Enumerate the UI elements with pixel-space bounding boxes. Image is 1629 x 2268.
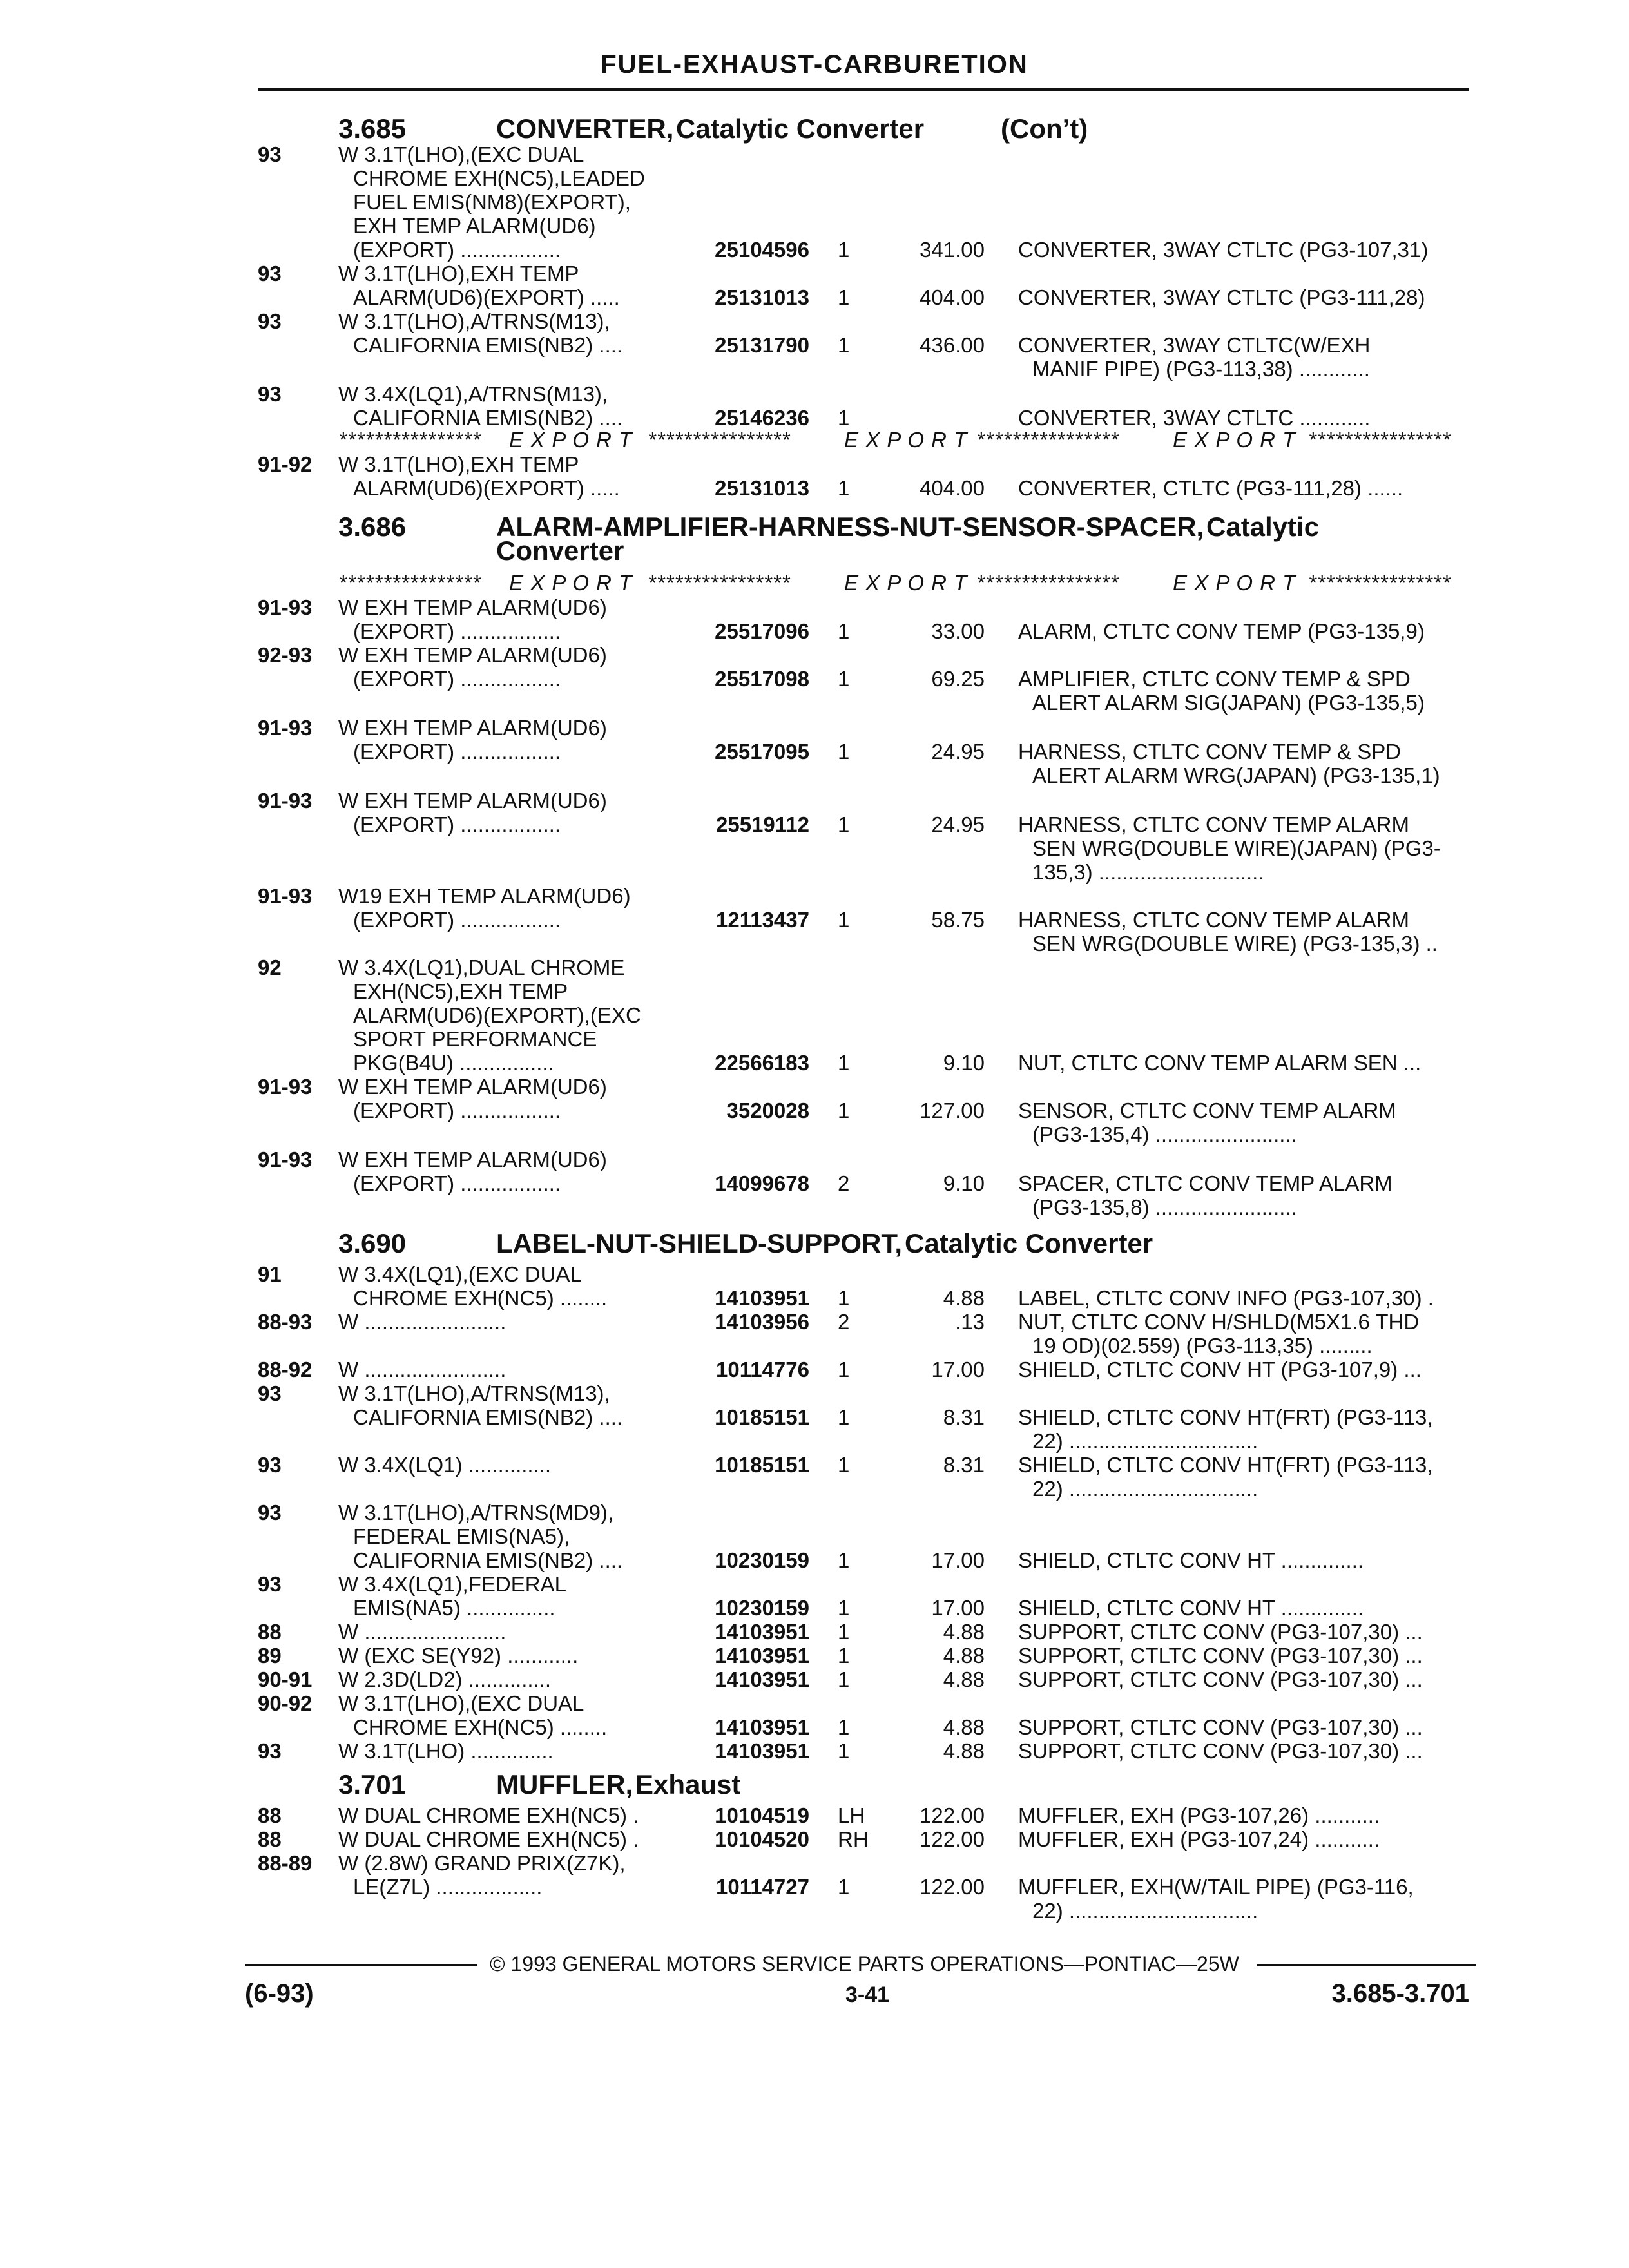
export-label: E X P O R T (844, 428, 968, 452)
part-description: SEN WRG(DOUBLE WIRE) (PG3-135,3) .. (1032, 932, 1438, 956)
part-description: NUT, CTLTC CONV TEMP ALARM SEN ... (1018, 1051, 1422, 1075)
part-description: SEN WRG(DOUBLE WIRE)(JAPAN) (PG3- (1032, 836, 1441, 860)
usage-description: ALARM(UD6)(EXPORT) ..... (353, 476, 620, 500)
quantity: 1 (838, 1875, 850, 1899)
model-year: 91 (258, 1262, 282, 1286)
usage-description: W 3.4X(LQ1),FEDERAL (338, 1572, 566, 1596)
model-year: 88-92 (258, 1358, 313, 1381)
usage-description: W 3.1T(LHO),EXH TEMP (338, 262, 579, 285)
quantity: 1 (838, 406, 850, 430)
section-subtitle: Catalytic Converter (905, 1228, 1153, 1258)
part-description: 135,3) ............................ (1032, 860, 1264, 884)
part-description: SPACER, CTLTC CONV TEMP ALARM (1018, 1171, 1393, 1195)
usage-description: (EXPORT) ................. (353, 740, 561, 764)
usage-description: (EXPORT) ................. (353, 619, 561, 643)
quantity: 2 (838, 1171, 850, 1195)
part-number: 10104520 (715, 1827, 809, 1851)
part-description: SHIELD, CTLTC CONV HT(FRT) (PG3-113, (1018, 1405, 1433, 1429)
section-title-continued: Converter (496, 535, 624, 566)
quantity: 1 (838, 1667, 850, 1691)
usage-description: W EXH TEMP ALARM(UD6) (338, 716, 607, 740)
part-description: HARNESS, CTLTC CONV TEMP ALARM (1018, 812, 1409, 836)
model-year: 90-92 (258, 1691, 313, 1715)
model-year: 93 (258, 1572, 282, 1596)
model-year: 91-93 (258, 595, 313, 619)
model-year: 88-89 (258, 1851, 313, 1875)
part-description: SUPPORT, CTLTC CONV (PG3-107,30) ... (1018, 1667, 1423, 1691)
footer-page-number: 3-41 (845, 1983, 890, 2007)
model-year: 90-91 (258, 1667, 313, 1691)
usage-description: (EXPORT) ................. (353, 1171, 561, 1195)
list-price: 127.00 (920, 1099, 985, 1122)
part-number: 3520028 (726, 1099, 809, 1122)
list-price: 4.88 (943, 1715, 985, 1739)
usage-description: CHROME EXH(NC5) ........ (353, 1286, 608, 1310)
part-description: 22) ................................ (1032, 1477, 1258, 1501)
section-number: 3.701 (338, 1769, 407, 1800)
export-divider-stars: **************** (1308, 428, 1451, 452)
model-year: 91-93 (258, 1148, 313, 1171)
export-label: E X P O R T (1173, 571, 1296, 595)
list-price: 4.88 (943, 1620, 985, 1644)
usage-description: ALARM(UD6)(EXPORT),(EXC (353, 1003, 641, 1027)
section-title: LABEL-NUT-SHIELD-SUPPORT, (496, 1228, 902, 1258)
quantity: 1 (838, 1051, 850, 1075)
part-description: HARNESS, CTLTC CONV TEMP & SPD (1018, 740, 1402, 764)
part-description: MANIF PIPE) (PG3-113,38) ............ (1032, 357, 1370, 381)
model-year: 93 (258, 1453, 282, 1477)
quantity: 1 (838, 333, 850, 357)
footer-copyright: © 1993 GENERAL MOTORS SERVICE PARTS OPERATIONS—PONTIAC—25W (490, 1952, 1239, 1975)
quantity: 1 (838, 238, 850, 262)
usage-description: (EXPORT) ................. (353, 667, 561, 691)
usage-description: EXH TEMP ALARM(UD6) (353, 214, 596, 238)
usage-description: CALIFORNIA EMIS(NB2) .... (353, 1548, 623, 1572)
usage-description: W 3.1T(LHO),(EXC DUAL (338, 1691, 584, 1715)
list-price: 4.88 (943, 1667, 985, 1691)
part-description: CONVERTER, 3WAY CTLTC (PG3-107,31) (1018, 238, 1429, 262)
export-divider-stars: **************** (338, 428, 481, 452)
model-year: 93 (258, 142, 282, 166)
usage-description: EXH(NC5),EXH TEMP (353, 979, 568, 1003)
part-description: HARNESS, CTLTC CONV TEMP ALARM (1018, 908, 1409, 932)
usage-description: W (EXC SE(Y92) ............ (338, 1644, 579, 1667)
usage-description: W DUAL CHROME EXH(NC5) . (338, 1803, 639, 1827)
model-year: 91-93 (258, 716, 313, 740)
part-description: SUPPORT, CTLTC CONV (PG3-107,30) ... (1018, 1620, 1423, 1644)
usage-description: W 3.1T(LHO),(EXC DUAL (338, 142, 584, 166)
part-number: 25517096 (715, 619, 809, 643)
export-label: E X P O R T (509, 428, 633, 452)
list-price: 436.00 (920, 333, 985, 357)
part-number: 25519112 (715, 812, 809, 836)
list-price: 8.31 (943, 1405, 985, 1429)
usage-description: W ........................ (338, 1620, 506, 1644)
usage-description: (EXPORT) ................. (353, 908, 561, 932)
model-year: 93 (258, 309, 282, 333)
export-label: E X P O R T (1173, 428, 1296, 452)
quantity: 1 (838, 1358, 850, 1381)
header-rule (258, 88, 1469, 91)
model-year: 92-93 (258, 643, 313, 667)
part-number: 25131790 (715, 333, 809, 357)
model-year: 88-93 (258, 1310, 313, 1334)
usage-description: W 3.1T(LHO),A/TRNS(MD9), (338, 1501, 614, 1524)
quantity: 1 (838, 908, 850, 932)
section-number: 3.685 (338, 113, 407, 144)
export-divider-stars: **************** (976, 571, 1119, 595)
export-label: E X P O R T (509, 571, 633, 595)
part-description: SUPPORT, CTLTC CONV (PG3-107,30) ... (1018, 1739, 1423, 1763)
footer-date: (6-93) (245, 1979, 314, 2008)
list-price: 341.00 (920, 238, 985, 262)
usage-description: CHROME EXH(NC5),LEADED (353, 166, 645, 190)
part-number: 10230159 (715, 1548, 809, 1572)
model-year: 91-93 (258, 789, 313, 812)
part-description: SUPPORT, CTLTC CONV (PG3-107,30) ... (1018, 1715, 1423, 1739)
part-description: (PG3-135,8) ........................ (1032, 1195, 1297, 1219)
quantity: RH (838, 1827, 869, 1851)
usage-description: EMIS(NA5) ............... (353, 1596, 555, 1620)
list-price: 4.88 (943, 1739, 985, 1763)
section-subtitle: Catalytic Converter (676, 113, 925, 144)
model-year: 91-93 (258, 884, 313, 908)
quantity: 1 (838, 1644, 850, 1667)
part-description: 22) ................................ (1032, 1429, 1258, 1453)
model-year: 88 (258, 1620, 282, 1644)
part-number: 14103956 (715, 1310, 809, 1334)
part-number: 25146236 (715, 406, 809, 430)
usage-description: W 3.4X(LQ1),A/TRNS(M13), (338, 382, 608, 406)
section-number: 3.690 (338, 1228, 407, 1258)
list-price: 404.00 (920, 476, 985, 500)
part-description: SHIELD, CTLTC CONV HT .............. (1018, 1596, 1364, 1620)
quantity: 1 (838, 476, 850, 500)
usage-description: (EXPORT) ................. (353, 1099, 561, 1122)
part-description: MUFFLER, EXH(W/TAIL PIPE) (PG3-116, (1018, 1875, 1414, 1899)
footer-section-range: 3.685-3.701 (1331, 1979, 1469, 2008)
section-subtitle: Exhaust (635, 1769, 741, 1800)
footer-rule-left (245, 1964, 477, 1966)
usage-description: ALARM(UD6)(EXPORT) ..... (353, 285, 620, 309)
usage-description: W EXH TEMP ALARM(UD6) (338, 1075, 607, 1099)
part-description: CONVERTER, CTLTC (PG3-111,28) ...... (1018, 476, 1403, 500)
part-number: 10230159 (715, 1596, 809, 1620)
part-number: 25517098 (715, 667, 809, 691)
footer-rule-right (1257, 1964, 1476, 1966)
usage-description: (EXPORT) ................. (353, 812, 561, 836)
list-price: 404.00 (920, 285, 985, 309)
usage-description: W EXH TEMP ALARM(UD6) (338, 789, 607, 812)
list-price: 33.00 (931, 619, 985, 643)
part-description: SUPPORT, CTLTC CONV (PG3-107,30) ... (1018, 1644, 1423, 1667)
export-divider-stars: **************** (976, 428, 1119, 452)
usage-description: W EXH TEMP ALARM(UD6) (338, 1148, 607, 1171)
quantity: LH (838, 1803, 865, 1827)
part-number: 14103951 (715, 1739, 809, 1763)
model-year: 92 (258, 956, 282, 979)
usage-description: W EXH TEMP ALARM(UD6) (338, 643, 607, 667)
usage-description: W 3.1T(LHO),EXH TEMP (338, 452, 579, 476)
usage-description: CALIFORNIA EMIS(NB2) .... (353, 1405, 623, 1429)
part-number: 25517095 (715, 740, 809, 764)
section-title: MUFFLER, (496, 1769, 633, 1800)
section-number: 3.686 (338, 512, 407, 542)
quantity: 1 (838, 1620, 850, 1644)
model-year: 88 (258, 1827, 282, 1851)
part-description: MUFFLER, EXH (PG3-107,26) ........... (1018, 1803, 1380, 1827)
part-number: 25131013 (715, 285, 809, 309)
part-number: 25131013 (715, 476, 809, 500)
quantity: 1 (838, 740, 850, 764)
part-number: 14103951 (715, 1644, 809, 1667)
quantity: 1 (838, 619, 850, 643)
list-price: 122.00 (920, 1827, 985, 1851)
quantity: 1 (838, 667, 850, 691)
list-price: 24.95 (931, 812, 985, 836)
section-subtitle: Catalytic (1206, 512, 1320, 542)
part-number: 14103951 (715, 1286, 809, 1310)
list-price: 17.00 (931, 1358, 985, 1381)
usage-description: FUEL EMIS(NM8)(EXPORT), (353, 190, 631, 214)
model-year: 93 (258, 382, 282, 406)
quantity: 1 (838, 1739, 850, 1763)
page-title: FUEL-EXHAUST-CARBURETION (601, 50, 1028, 79)
part-description: SENSOR, CTLTC CONV TEMP ALARM (1018, 1099, 1396, 1122)
model-year: 93 (258, 1381, 282, 1405)
usage-description: (EXPORT) ................. (353, 238, 561, 262)
usage-description: W 3.4X(LQ1),DUAL CHROME (338, 956, 625, 979)
export-divider-stars: **************** (648, 571, 791, 595)
list-price: 69.25 (931, 667, 985, 691)
list-price: 122.00 (920, 1803, 985, 1827)
model-year: 88 (258, 1803, 282, 1827)
usage-description: W 3.1T(LHO) .............. (338, 1739, 554, 1763)
usage-description: LE(Z7L) .................. (353, 1875, 543, 1899)
export-label: E X P O R T (844, 571, 968, 595)
list-price: .13 (955, 1310, 985, 1334)
part-number: 12113437 (715, 908, 809, 932)
usage-description: PKG(B4U) ................ (353, 1051, 554, 1075)
list-price: 9.10 (943, 1171, 985, 1195)
part-number: 10104519 (715, 1803, 809, 1827)
part-description: 19 OD)(02.559) (PG3-113,35) ......... (1032, 1334, 1373, 1358)
part-description: SHIELD, CTLTC CONV HT .............. (1018, 1548, 1364, 1572)
list-price: 8.31 (943, 1453, 985, 1477)
list-price: 122.00 (920, 1875, 985, 1899)
usage-description: W 3.4X(LQ1) .............. (338, 1453, 552, 1477)
model-year: 89 (258, 1644, 282, 1667)
part-number: 10114727 (715, 1875, 809, 1899)
part-description: SHIELD, CTLTC CONV HT (PG3-107,9) ... (1018, 1358, 1422, 1381)
list-price: 17.00 (931, 1548, 985, 1572)
part-description: ALARM, CTLTC CONV TEMP (PG3-135,9) (1018, 619, 1425, 643)
list-price: 24.95 (931, 740, 985, 764)
list-price: 4.88 (943, 1644, 985, 1667)
part-number: 10114776 (715, 1358, 809, 1381)
export-divider-stars: **************** (648, 428, 791, 452)
part-description: NUT, CTLTC CONV H/SHLD(M5X1.6 THD (1018, 1310, 1420, 1334)
part-number: 22566183 (715, 1051, 809, 1075)
part-number: 14099678 (715, 1171, 809, 1195)
list-price: 9.10 (943, 1051, 985, 1075)
model-year: 93 (258, 262, 282, 285)
part-description: ALERT ALARM WRG(JAPAN) (PG3-135,1) (1032, 764, 1440, 787)
model-year: 93 (258, 1739, 282, 1763)
part-description: AMPLIFIER, CTLTC CONV TEMP & SPD (1018, 667, 1411, 691)
usage-description: CALIFORNIA EMIS(NB2) .... (353, 406, 623, 430)
usage-description: SPORT PERFORMANCE (353, 1027, 597, 1051)
quantity: 1 (838, 1596, 850, 1620)
usage-description: W 2.3D(LD2) .............. (338, 1667, 552, 1691)
usage-description: CHROME EXH(NC5) ........ (353, 1715, 608, 1739)
part-description: 22) ................................ (1032, 1899, 1258, 1923)
part-description: LABEL, CTLTC CONV INFO (PG3-107,30) . (1018, 1286, 1434, 1310)
usage-description: W 3.4X(LQ1),(EXC DUAL (338, 1262, 582, 1286)
part-number: 14103951 (715, 1620, 809, 1644)
usage-description: W ........................ (338, 1310, 506, 1334)
usage-description: FEDERAL EMIS(NA5), (353, 1524, 570, 1548)
model-year: 91-93 (258, 1075, 313, 1099)
list-price: 4.88 (943, 1286, 985, 1310)
section-continued-label: (Con’t) (1001, 113, 1088, 144)
quantity: 1 (838, 1715, 850, 1739)
part-description: ALERT ALARM SIG(JAPAN) (PG3-135,5) (1032, 691, 1425, 715)
part-description: CONVERTER, 3WAY CTLTC ............ (1018, 406, 1371, 430)
quantity: 1 (838, 1099, 850, 1122)
usage-description: W (2.8W) GRAND PRIX(Z7K), (338, 1851, 626, 1875)
part-description: CONVERTER, 3WAY CTLTC (PG3-111,28) (1018, 285, 1425, 309)
part-description: SHIELD, CTLTC CONV HT(FRT) (PG3-113, (1018, 1453, 1433, 1477)
part-number: 14103951 (715, 1715, 809, 1739)
quantity: 1 (838, 285, 850, 309)
part-description: (PG3-135,4) ........................ (1032, 1122, 1297, 1146)
part-number: 14103951 (715, 1667, 809, 1691)
part-number: 25104596 (715, 238, 809, 262)
quantity: 1 (838, 1548, 850, 1572)
usage-description: W EXH TEMP ALARM(UD6) (338, 595, 607, 619)
quantity: 2 (838, 1310, 850, 1334)
model-year: 93 (258, 1501, 282, 1524)
section-title: CONVERTER, (496, 113, 674, 144)
part-description: MUFFLER, EXH (PG3-107,24) ........... (1018, 1827, 1380, 1851)
usage-description: W ........................ (338, 1358, 506, 1381)
part-number: 10185151 (715, 1453, 809, 1477)
export-divider-stars: **************** (338, 571, 481, 595)
export-divider-stars: **************** (1308, 571, 1451, 595)
part-description: CONVERTER, 3WAY CTLTC(W/EXH (1018, 333, 1371, 357)
list-price: 58.75 (931, 908, 985, 932)
model-year: 91-92 (258, 452, 313, 476)
quantity: 1 (838, 812, 850, 836)
usage-description: W19 EXH TEMP ALARM(UD6) (338, 884, 631, 908)
usage-description: W DUAL CHROME EXH(NC5) . (338, 1827, 639, 1851)
part-number: 10185151 (715, 1405, 809, 1429)
usage-description: CALIFORNIA EMIS(NB2) .... (353, 333, 623, 357)
list-price: 17.00 (931, 1596, 985, 1620)
quantity: 1 (838, 1405, 850, 1429)
quantity: 1 (838, 1453, 850, 1477)
usage-description: W 3.1T(LHO),A/TRNS(M13), (338, 1381, 610, 1405)
usage-description: W 3.1T(LHO),A/TRNS(M13), (338, 309, 610, 333)
section-title: ALARM-AMPLIFIER-HARNESS-NUT-SENSOR-SPACER, (496, 512, 1204, 542)
quantity: 1 (838, 1286, 850, 1310)
